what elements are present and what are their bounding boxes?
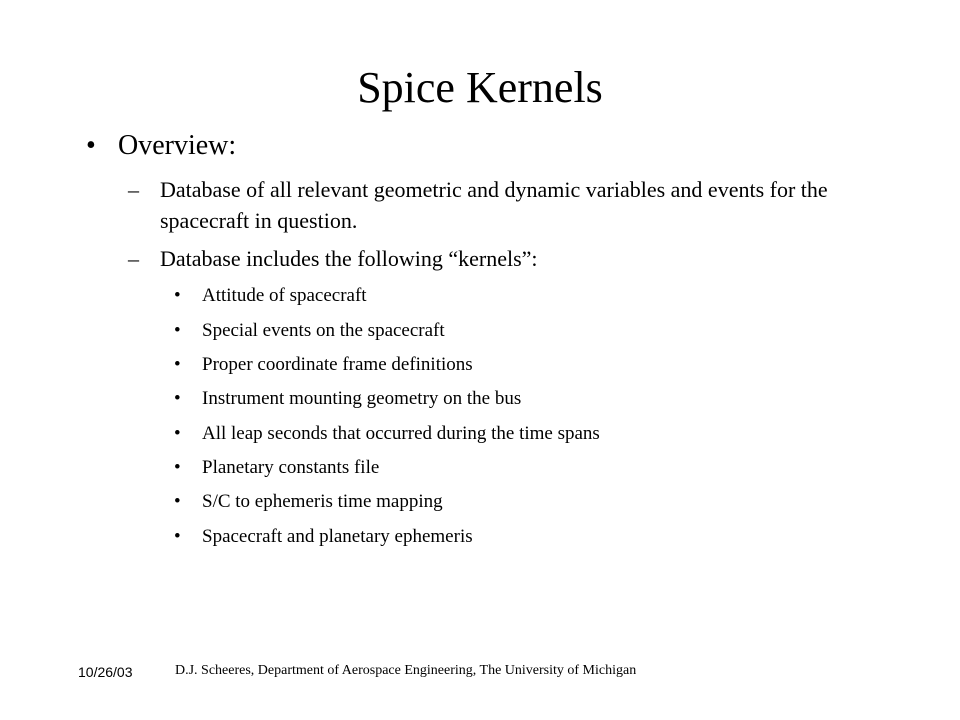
bullet-marker: • xyxy=(174,354,181,375)
bullet-marker: • xyxy=(174,526,181,547)
kernel-item-text: Proper coordinate frame definitions xyxy=(202,354,473,375)
sub-item-text: Database includes the following “kernels”: xyxy=(160,246,538,271)
kernel-item-text: Special events on the spacecraft xyxy=(202,320,445,341)
sub-item-text: Database of all relevant geometric and dynamic variables and events for the spacecraft in question. xyxy=(160,177,828,233)
dash-marker: – xyxy=(128,246,139,271)
kernel-item-text: Instrument mounting geometry on the bus xyxy=(202,388,522,409)
slide-title: Spice Kernels xyxy=(357,63,603,112)
footer-credit: D.J. Scheeres, Department of Aerospace Engineering, The University of Michigan xyxy=(175,663,637,678)
kernel-item-text: Planetary constants file xyxy=(202,457,380,478)
bullet-marker: • xyxy=(174,285,181,306)
dash-marker: – xyxy=(128,177,139,202)
bullet-marker: • xyxy=(174,491,181,512)
bullet-marker: • xyxy=(174,388,181,409)
kernel-item-text: Spacecraft and planetary ephemeris xyxy=(202,526,473,547)
footer-date: 10/26/03 xyxy=(78,664,133,680)
bullet-marker: • xyxy=(174,320,181,341)
bullet-marker: • xyxy=(174,457,181,478)
kernel-item-text: S/C to ephemeris time mapping xyxy=(202,491,443,512)
bullet-overview-text: Overview: xyxy=(118,130,237,161)
kernel-item-text: All leap seconds that occurred during the time spans xyxy=(202,423,600,444)
bullet-marker: • xyxy=(86,130,96,161)
bullet-marker: • xyxy=(174,423,181,444)
kernel-item-text: Attitude of spacecraft xyxy=(202,285,367,306)
